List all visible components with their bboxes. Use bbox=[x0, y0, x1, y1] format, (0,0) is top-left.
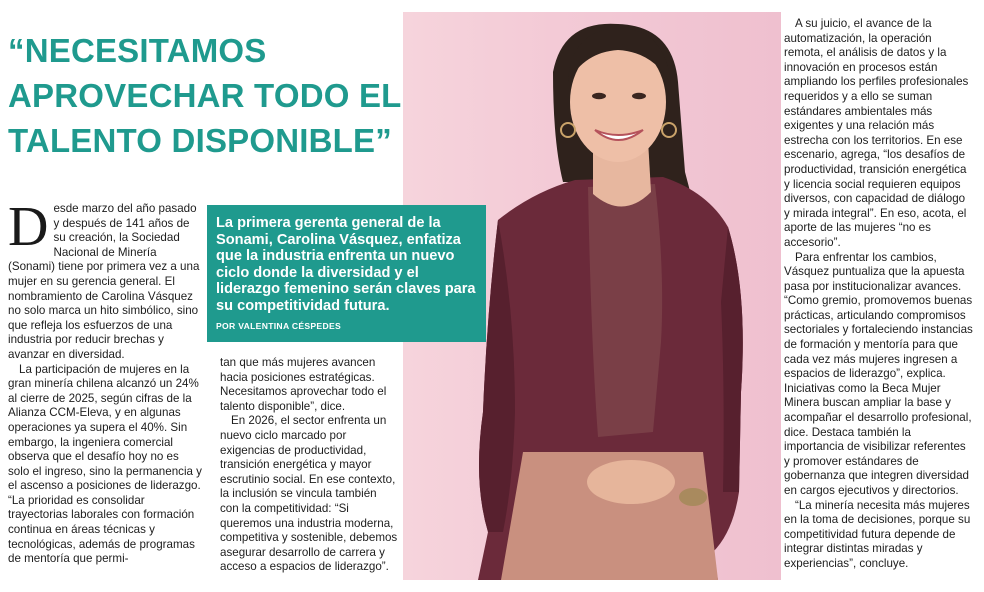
byline: POR VALENTINA CÉSPEDES bbox=[216, 320, 342, 331]
lead-text: La primera gerenta general de la Sonami, Carolina Vásquez, enfatiza que la industria enfrenta un nuevo ciclo donde la diversidad y el liderazgo femenino serán claves para su competitividad futura. bbox=[216, 215, 476, 314]
headline-line-3: TALENTO DISPONIBLE” bbox=[8, 122, 392, 159]
paragraph: Para enfrentar los cambios, Vásquez puntualiza que la apuesta pasa por institucionalizar avances. “Como gremio, promovemos buenas prácticas, articulando compromisos sectoriales y fortaleciendo instancias de formación y mentoría para que cada vez más mujeres ingresen a espacios de liderazgo”, explica. Iniciativas como la Beca Mujer Minera buscan ampliar la base y acompañar el desarrollo profesional, dice. Destaca también la importancia de visibilizar referentes y promover estándares de gobernanza que integren diversidad en cargos ejecutivos y directorios. bbox=[784, 250, 973, 497]
headline bbox=[8, 28, 418, 163]
article-column-1 bbox=[8, 196, 202, 567]
drop-cap: D bbox=[8, 196, 49, 258]
headline-line-1: “NECESITAMOS bbox=[8, 32, 267, 69]
paragraph: La participación de mujeres en la gran minería chilena alcanzó un 24% al cierre de 2025, según cifras de la Alianza CCM-Eleva, y en algunas operaciones ya supera el 40%. Sin embargo, la ingeniera comercial observa que el desafío hoy no es solo el ingreso, sino la permanencia y el ascenso a posiciones de liderazgo. “La prioridad es consolidar trayectorias laborales con formación continua en áreas técnicas y tecnológicas, además de programas de mentoría que permi- bbox=[8, 362, 202, 566]
paragraph: esde marzo del año pasado y después de 141 años de su creación, la Sociedad Nacional de Minería (Sonami) tiene por primera vez a una mujer en su gerencia general. El nombramiento de Carolina Vásquez no solo marca un hito simbólico, sino que refleja los esfuerzos de una industria por reducir brechas y avanzar en diversidad. bbox=[8, 202, 200, 361]
paragraph: A su juicio, el avance de la automatización, la operación remota, el análisis de datos y la innovación en procesos están ampliando los perfiles profesionales requeridos y a ello se suman estándares ambientales más exigentes y una relación más estrecha con los territorios. En ese escenario, agrega, “los desafíos de productividad, transición energética y licencia social requieren equipos diversos, con capacidad de diálogo y mirada integral”. En eso, acota, el aporte de las mujeres “no es accesorio”. bbox=[784, 17, 969, 249]
article-column-2 bbox=[220, 356, 398, 575]
paragraph: tan que más mujeres avancen hacia posiciones estratégicas. Necesitamos aprovechar todo el talento disponible”, dice. bbox=[220, 356, 387, 413]
paragraph: “La minería necesita más mujeres en la toma de decisiones, porque su competitividad futura depende de integrar distintas miradas y experiencias”, concluye. bbox=[784, 498, 971, 570]
headline-line-2: APROVECHAR TODO EL bbox=[8, 77, 402, 114]
article-column-3 bbox=[784, 17, 974, 572]
paragraph: En 2026, el sector enfrenta un nuevo ciclo marcado por exigencias de productividad, transición energética y mayor escrutinio social. En ese contexto, la inclusión se vincula también con la competitividad: “Si queremos una industria moderna, competitiva y sostenible, debemos asegurar desarrollo de carrera y acceso a espacios de liderazgo”. bbox=[220, 414, 398, 574]
lead-box bbox=[207, 205, 486, 342]
